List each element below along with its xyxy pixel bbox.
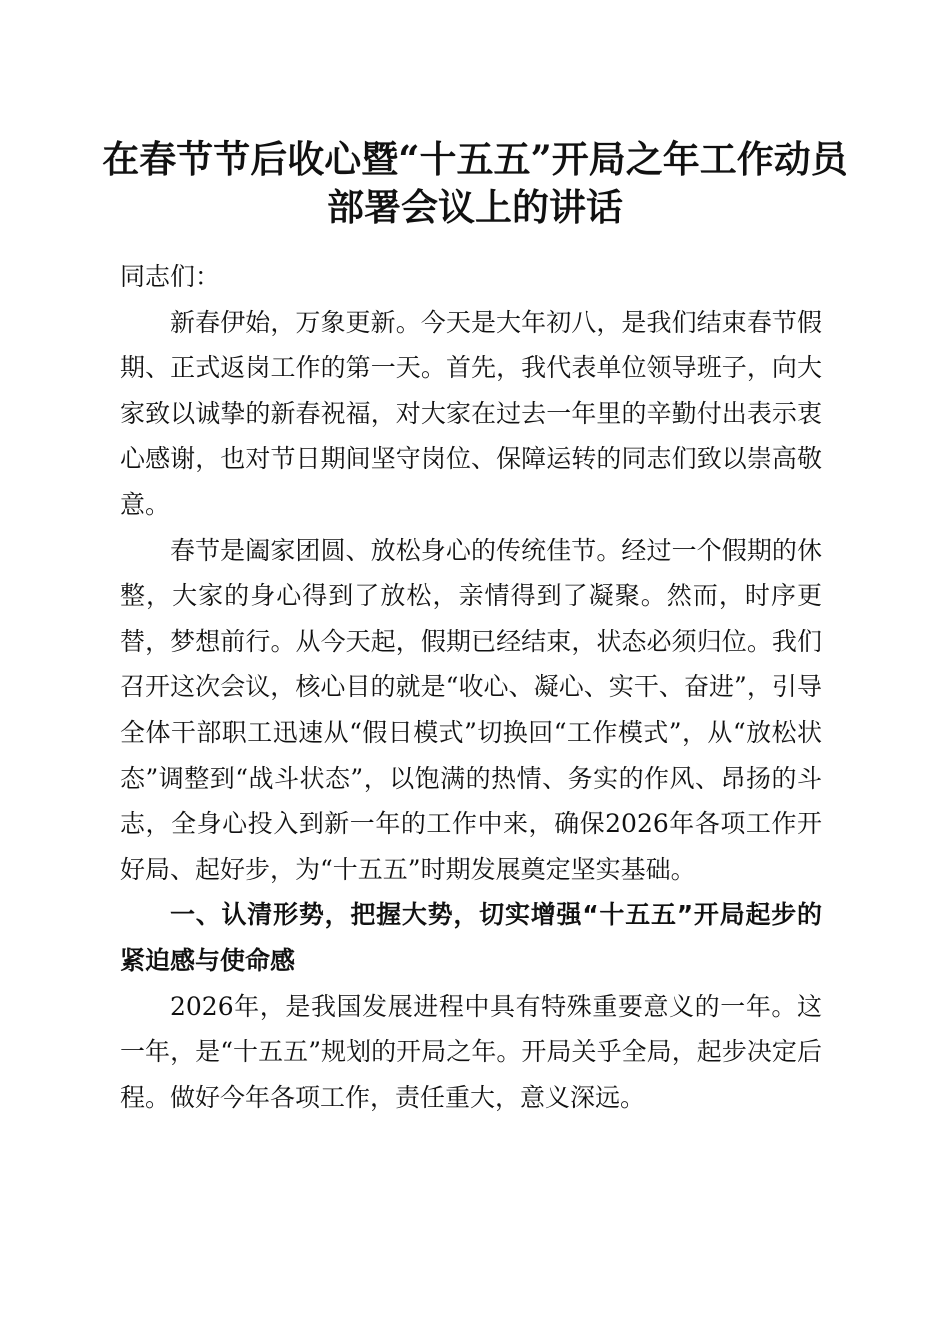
salutation: 同志们： [120, 262, 221, 291]
document-title: 在春节节后收心暨“十五五”开局之年工作动员部署会议上的讲话 [102, 137, 848, 229]
paragraph-section-one: 2026年，是我国发展进程中具有特殊重要意义的一年。这一年，是“十五五”规划的开局之年。开局关乎全局，起步决定后程。做好今年各项工作，责任重大，意义深远。 [120, 991, 822, 1112]
document-body [120, 254, 822, 1120]
section-heading: 一、认清形势，把握大势，切实增强“十五五”开局起步的紧迫感与使命感 [120, 900, 822, 975]
paragraph-purpose: 春节是阖家团圆、放松身心的传统佳节。经过一个假期的休整，大家的身心得到了放松，亲情得到了凝聚。然而，时序更替，梦想前行。从今天起，假期已经结束，状态必须归位。我们召开这次会议，核心目的就是“收心、凝心、实干、奋进”，引导全体干部职工迅速从“假日模式”切换回“工作模式”，从“放松状态”调整到“战斗状态”，以饱满的热情、务实的作风、昂扬的斗志，全身心投入到新一年的工作中来，确保2026年各项工作开好局、起好步，为“十五五”时期发展奠定坚实基础。 [120, 535, 822, 884]
paragraph-opening: 新春伊始，万象更新。今天是大年初八，是我们结束春节假期、正式返岗工作的第一天。首先，我代表单位领导班子，向大家致以诚挚的新春祝福，对大家在过去一年里的辛勤付出表示衷心感谢，也对节日期间坚守岗位、保障运转的同志们致以崇高敬意。 [120, 307, 822, 519]
